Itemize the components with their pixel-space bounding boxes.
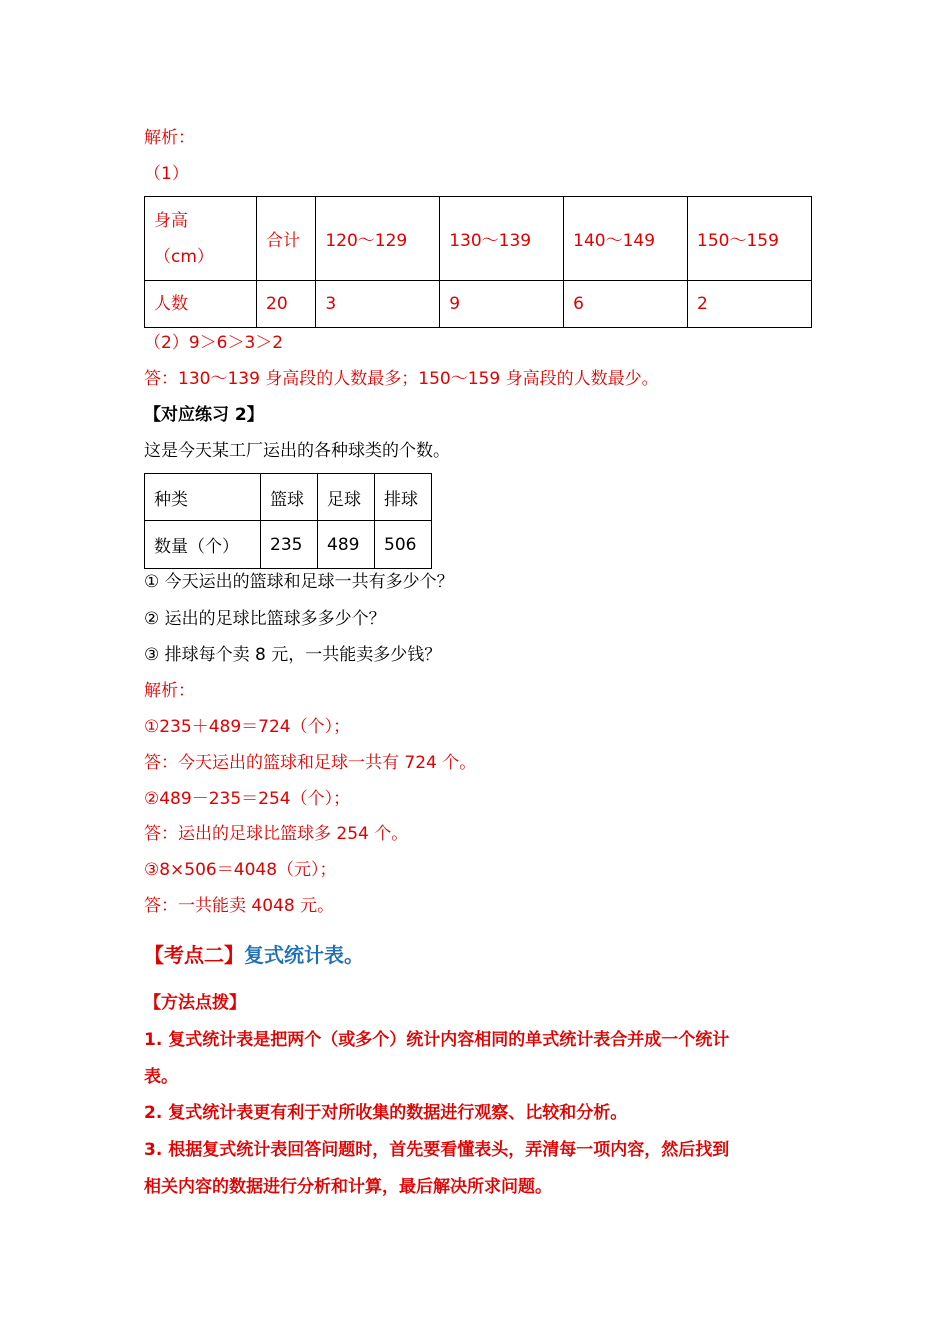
exercise2-title: 【对应练习 2】	[144, 405, 264, 425]
header-height-unit: （cm）	[154, 246, 214, 267]
row-label-count: 人数	[145, 281, 257, 328]
question-3: ③ 排球每个卖 8 元，一共能卖多少钱？	[144, 645, 442, 665]
header-cell-range: 120～129	[316, 197, 440, 281]
header-cell-volleyball: 排球	[375, 474, 432, 521]
header-height-label: 身高	[154, 210, 188, 231]
solution-line: 答：今天运出的篮球和足球一共有 724 个。	[144, 753, 477, 773]
header-cell-height	[145, 197, 257, 281]
analysis-label-1: 解析：	[144, 128, 195, 148]
method-point: 表。	[144, 1067, 178, 1087]
table-row	[145, 197, 812, 281]
exercise2-intro: 这是今天某工厂运出的各种球类的个数。	[144, 441, 450, 461]
solution-line: ①235＋489＝724（个）；	[144, 717, 351, 737]
solution-line: 答：运出的足球比篮球多 254 个。	[144, 824, 409, 844]
header-cell-range: 130～139	[440, 197, 564, 281]
header-cell-range: 140～149	[564, 197, 688, 281]
solution-line: ③8×506＝4048（元）；	[144, 860, 337, 880]
value-cell: 3	[316, 281, 440, 328]
method-point: 2. 复式统计表更有利于对所收集的数据进行观察、比较和分析。	[144, 1103, 628, 1123]
question-1: ① 今天运出的篮球和足球一共有多少个？	[144, 572, 454, 592]
method-point: 3. 根据复式统计表回答问题时，首先要看懂表头，弄清每一项内容，然后找到	[144, 1140, 730, 1160]
method-point: 1. 复式统计表是把两个（或多个）统计内容相同的单式统计表合并成一个统计	[144, 1030, 730, 1050]
ball-count-table	[144, 473, 432, 569]
header-cell-basketball: 篮球	[261, 474, 318, 521]
table-row	[145, 521, 432, 569]
table-row	[145, 474, 432, 521]
value-cell: 506	[375, 521, 432, 569]
method-point: 相关内容的数据进行分析和计算，最后解决所求问题。	[144, 1177, 552, 1197]
solution-line: 答：一共能卖 4048 元。	[144, 896, 335, 916]
topic2-heading-text: 复式统计表。	[244, 943, 364, 967]
value-cell: 2	[688, 281, 812, 328]
method-title: 【方法点拨】	[144, 993, 246, 1013]
analysis-label-2: 解析：	[144, 681, 195, 701]
topic2-heading-bracket: 【考点二】	[144, 943, 244, 967]
header-cell-total: 合计	[257, 197, 316, 281]
solution-line: ②489－235＝254（个）；	[144, 789, 351, 809]
topic2-heading	[144, 940, 364, 970]
part2-comparison: （2）9＞6＞3＞2	[144, 333, 284, 353]
table-row	[145, 281, 812, 328]
value-cell: 235	[261, 521, 318, 569]
value-cell: 20	[257, 281, 316, 328]
row-label-quantity: 数量（个）	[145, 521, 261, 569]
value-cell: 9	[440, 281, 564, 328]
part1-label: （1）	[144, 164, 189, 184]
answer-1: 答：130～139 身高段的人数最多；150～159 身高段的人数最少。	[144, 369, 659, 389]
header-cell-type: 种类	[145, 474, 261, 521]
value-cell: 489	[318, 521, 375, 569]
header-cell-range: 150～159	[688, 197, 812, 281]
height-table	[144, 196, 812, 328]
header-cell-football: 足球	[318, 474, 375, 521]
question-2: ② 运出的足球比篮球多多少个？	[144, 609, 386, 629]
value-cell: 6	[564, 281, 688, 328]
